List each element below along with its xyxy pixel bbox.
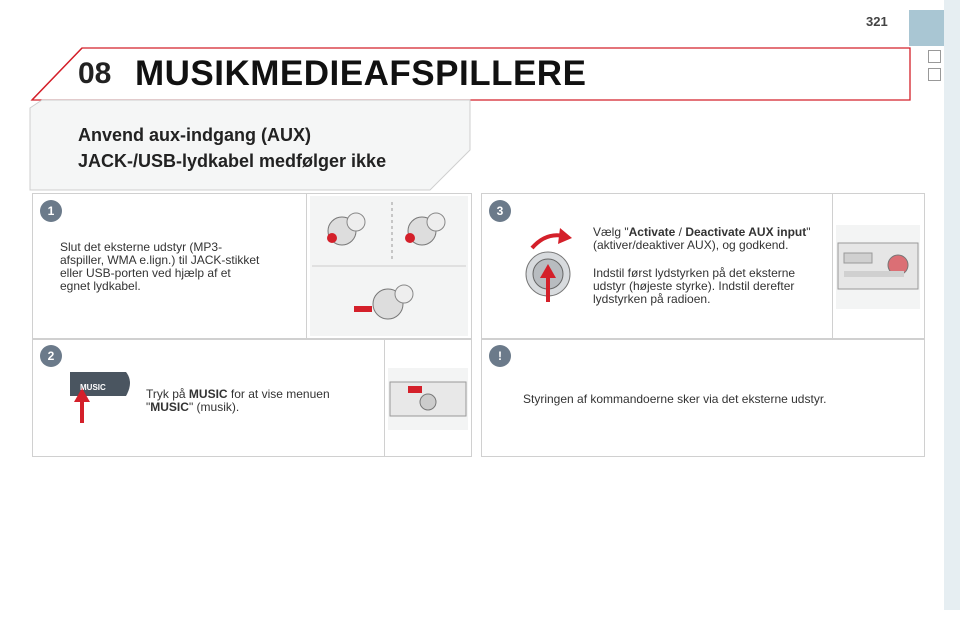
radio-unit-illustration bbox=[836, 225, 920, 309]
chapter-title: MUSIKMEDIEAFSPILLERE bbox=[135, 54, 587, 93]
step-2-bold-music-menu: MUSIC bbox=[150, 400, 189, 414]
note-text: Styringen af kommandoerne sker via det eksterne udstyr. bbox=[523, 392, 827, 406]
step-2-text: Tryk på MUSIC for at vise menuen "MUSIC" (musik). bbox=[146, 387, 330, 414]
step-3-bold-deactivate: Deactivate AUX input bbox=[685, 225, 807, 239]
step-2-divider bbox=[384, 339, 385, 457]
chapter-number: 08 bbox=[78, 57, 112, 90]
step-3-divider bbox=[832, 193, 833, 339]
step-2-bold-music: MUSIC bbox=[188, 387, 228, 401]
rotary-knob-illustration bbox=[512, 224, 582, 306]
step-1-badge: 1 bbox=[40, 200, 62, 222]
step-3-text: Vælg "Activate / Deactivate AUX input" (aktiver/deaktiver AUX), og godkend. bbox=[593, 225, 811, 252]
step-3-text-2: Indstil først lydstyrken på det eksterne udstyr (højeste styrke). Indstil derefter lydstyrken på radioen. bbox=[593, 266, 796, 306]
note-badge: ! bbox=[489, 345, 511, 367]
jack-usb-illustration bbox=[310, 196, 468, 336]
radio-panel-icon bbox=[388, 368, 468, 430]
step-2-badge: 2 bbox=[40, 345, 62, 367]
step-1-divider bbox=[306, 193, 307, 339]
music-button-illustration bbox=[68, 368, 140, 426]
radio-panel-illustration bbox=[388, 368, 468, 430]
step-1-text: Slut det eksterne udstyr (MP3-afspiller, WMA e.lign.) til JACK-stikket eller USB-porten ved hjælp af et egnet lydkabel. bbox=[60, 240, 260, 293]
section-title-line2: JACK-/USB-lydkabel medfølger ikke bbox=[78, 151, 387, 171]
step-3-bold-activate: Activate bbox=[628, 225, 676, 239]
radio-unit-icon bbox=[836, 225, 920, 309]
music-button-label: MUSIC bbox=[80, 383, 106, 392]
page-number: 321 bbox=[866, 14, 888, 29]
section-title-line1: Anvend aux-indgang (AUX) bbox=[78, 125, 311, 145]
cable-plug-icon bbox=[310, 196, 468, 336]
step-3-badge: 3 bbox=[489, 200, 511, 222]
